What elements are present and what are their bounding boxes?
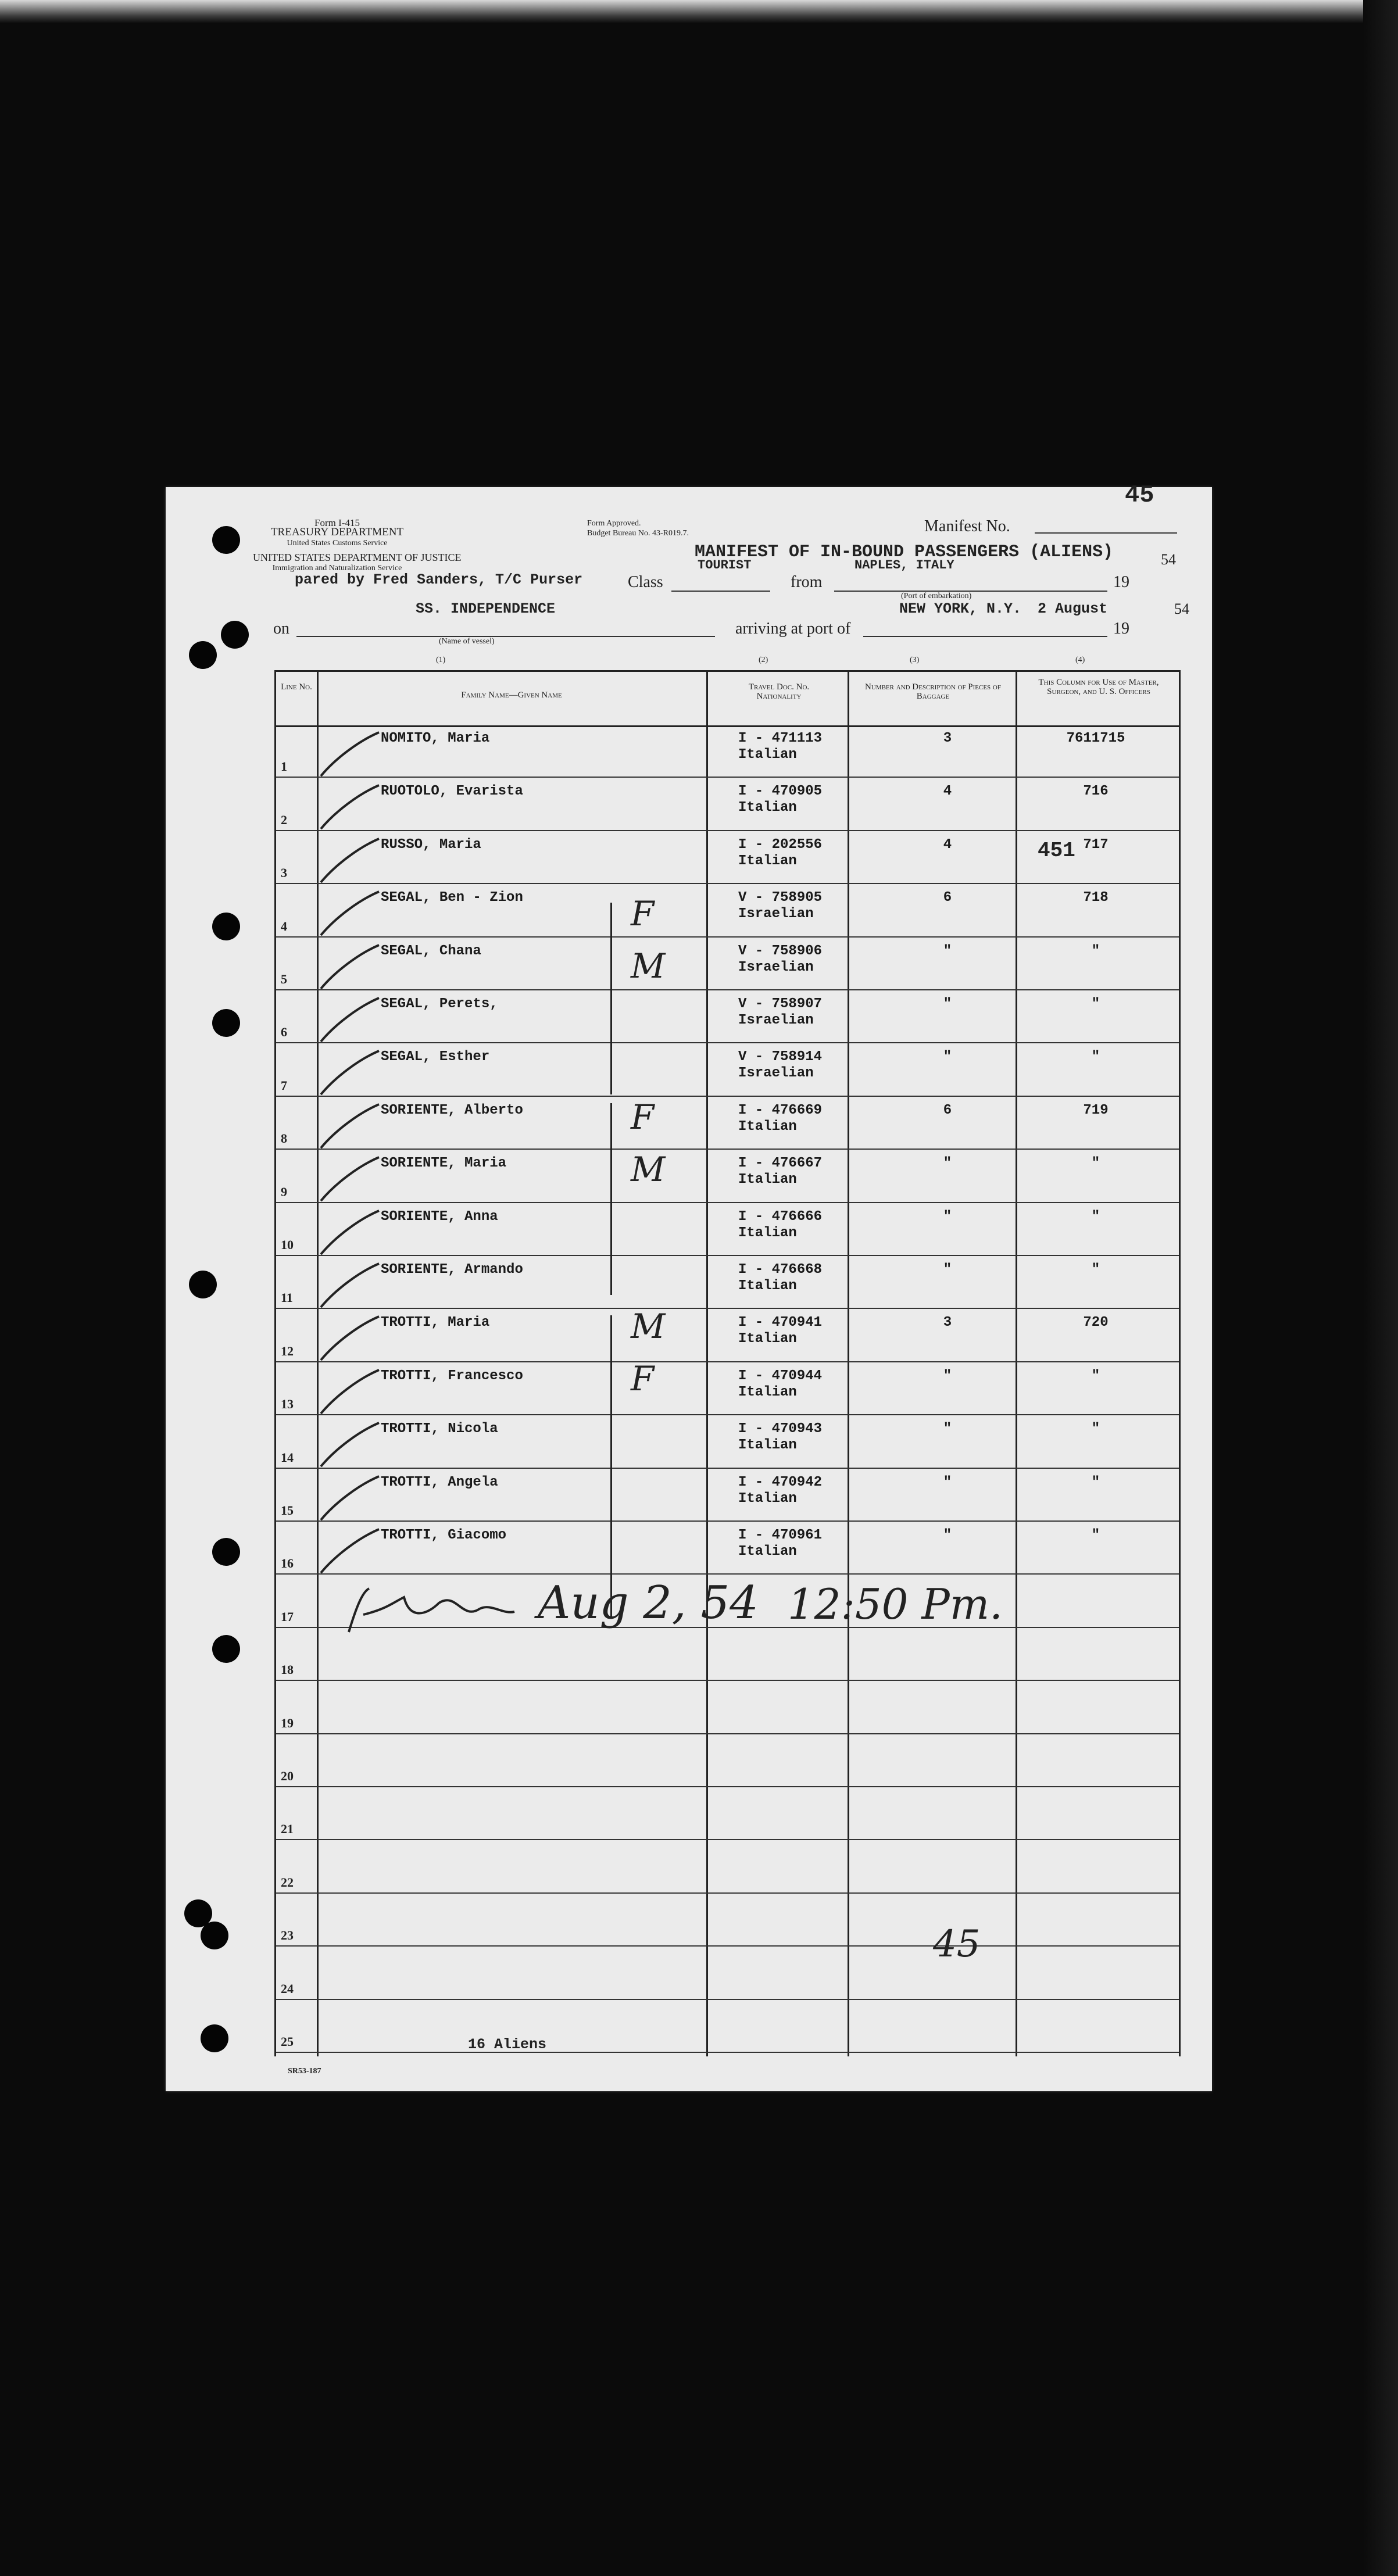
table-header (276, 670, 1179, 727)
table-row (276, 1892, 1179, 1947)
sex-mark: M (631, 1307, 666, 1346)
manifest-title: MANIFEST OF IN-BOUND PASSENGERS (ALIENS) (695, 542, 1114, 562)
table-row (276, 1680, 1179, 1734)
line-number: 8 (281, 1131, 287, 1146)
nationality: Italian (738, 1384, 797, 1400)
travel-doc-number: V - 758906 (738, 943, 823, 959)
year-value-2: 54 (1174, 600, 1189, 617)
table-row (276, 1839, 1179, 1893)
officer-number: 720 (1083, 1315, 1109, 1331)
class-line (671, 591, 770, 592)
table-row (276, 1202, 1179, 1256)
table-row (276, 1999, 1179, 2053)
line-number: 14 (281, 1450, 294, 1465)
officer-number: " (1091, 1262, 1100, 1278)
approved-label: Form Approved. (587, 519, 641, 528)
nationality: Italian (738, 1544, 797, 1559)
line-number: 4 (281, 918, 287, 933)
col-2-number: (2) (759, 656, 768, 664)
punch-hole (212, 1538, 240, 1566)
passenger-name: RUOTOLO, Evarista (381, 783, 523, 800)
officer-number: 7611715 (1066, 731, 1125, 746)
travel-doc (738, 731, 822, 763)
punch-hole (201, 1922, 228, 1949)
table-row (276, 1308, 1179, 1362)
check-tick-icon (318, 1261, 382, 1313)
baggage-count: " (943, 1049, 952, 1065)
check-tick-icon (318, 1101, 382, 1154)
travel-doc-number: I - 476669 (738, 1102, 823, 1118)
baggage-count: " (943, 996, 952, 1012)
passenger-name: TROTTI, Angela (381, 1474, 498, 1490)
nationality: Italian (738, 1437, 797, 1454)
travel-doc (738, 1103, 822, 1135)
officer-number: " (1091, 1208, 1100, 1225)
punch-hole (221, 621, 249, 649)
nationality: Italian (738, 800, 797, 816)
check-tick-icon (318, 1048, 382, 1100)
travel-doc-number: I - 476667 (738, 1155, 823, 1172)
line-number: 24 (281, 1981, 294, 1996)
travel-doc-number: I - 470961 (738, 1527, 823, 1543)
scan-edge-right (1363, 0, 1398, 2576)
check-tick-icon (318, 1314, 382, 1366)
nationality: Israelian (738, 906, 814, 922)
check-tick-icon (318, 1367, 382, 1419)
vessel-name: SS. INDEPENDENCE (416, 600, 556, 617)
line-number: 5 (281, 971, 287, 986)
line-number: 3 (281, 865, 287, 881)
manifest-no-label: Manifest No. (924, 517, 1010, 535)
check-tick-icon (318, 836, 382, 888)
on-label: on (273, 620, 289, 638)
ins-label: Immigration and Naturalization Service (272, 564, 402, 573)
line-number: 10 (281, 1237, 294, 1252)
baggage-count: 4 (943, 783, 952, 800)
justice-label: UNITED STATES DEPARTMENT OF JUSTICE (253, 552, 462, 563)
passenger-name: SORIENTE, Alberto (381, 1102, 523, 1118)
table-row (276, 1468, 1179, 1522)
line-number: 22 (281, 1874, 294, 1890)
line-number: 19 (281, 1715, 294, 1730)
passenger-name: SEGAL, Chana (381, 943, 481, 959)
line-number: 9 (281, 1184, 287, 1199)
col-4-number: (4) (1075, 656, 1085, 664)
line-number: 7 (281, 1078, 287, 1093)
baggage-count: " (943, 1421, 952, 1437)
baggage-count: 3 (943, 731, 952, 746)
nationality: Italian (738, 853, 797, 869)
baggage-count: " (943, 1474, 952, 1490)
col-3-number: (3) (910, 656, 920, 664)
year-value-1: 54 (1161, 551, 1176, 568)
table-row (276, 1520, 1179, 1575)
passenger-name: SEGAL, Perets, (381, 996, 498, 1012)
table-row (276, 1255, 1179, 1309)
line-number: 18 (281, 1662, 294, 1677)
punch-hole (189, 641, 217, 669)
baggage-count: " (943, 1527, 952, 1543)
time-note: 12:50 Pm. (788, 1580, 1003, 1629)
baggage-count: 4 (943, 836, 952, 853)
travel-doc (738, 1421, 822, 1454)
line-number: 11 (281, 1290, 293, 1305)
check-tick-icon (318, 1154, 382, 1207)
baggage-count: " (943, 1368, 952, 1384)
nationality: Israelian (738, 1012, 814, 1028)
passenger-name: SEGAL, Ben - Zion (381, 890, 523, 906)
officer-number: " (1091, 1368, 1100, 1384)
line-number: 25 (281, 2034, 294, 2049)
baggage-count: 6 (943, 890, 952, 906)
check-tick-icon (318, 782, 382, 835)
sex-mark: F (631, 894, 655, 933)
nationality: Italian (738, 1331, 797, 1347)
from-value: NAPLES, ITALY (854, 558, 954, 573)
travel-doc-number: V - 758905 (738, 890, 823, 906)
passenger-name: SORIENTE, Maria (381, 1155, 507, 1172)
officer-number: 716 (1083, 783, 1109, 800)
punch-hole (212, 913, 240, 940)
table-row (276, 989, 1179, 1043)
arriving-port: NEW YORK, N.Y. (899, 600, 1022, 617)
line-number: 12 (281, 1343, 294, 1358)
family-bracket (610, 1103, 612, 1295)
nationality: Italian (738, 1490, 797, 1507)
inspector-signature (340, 1580, 538, 1644)
sex-mark: F (631, 1097, 655, 1137)
travel-doc-number: I - 476666 (738, 1208, 823, 1225)
travel-doc (738, 1155, 822, 1188)
travel-doc (738, 1049, 822, 1082)
line-number: 2 (281, 812, 287, 827)
travel-doc-number: I - 471113 (738, 731, 823, 746)
header-name: Family Name—Given Name (461, 690, 562, 700)
table-row (276, 883, 1179, 937)
check-tick-icon (318, 1208, 382, 1260)
prepared-by: pared by Fred Sanders, T/C Purser (295, 571, 583, 588)
year-label-1: 19 (1113, 573, 1129, 591)
line-number: 17 (281, 1609, 294, 1624)
margin-number: 451 (1038, 839, 1075, 863)
travel-doc-number: I - 470905 (738, 783, 823, 800)
signature-date: Aug 2, 54 (538, 1577, 759, 1629)
passenger-name: SORIENTE, Armando (381, 1262, 523, 1278)
travel-doc (738, 943, 822, 976)
passenger-name: TROTTI, Maria (381, 1315, 490, 1331)
officer-number: " (1091, 1421, 1100, 1437)
header-officers: This Column for Use of Master, Surgeon, and U. S. Officers (1038, 678, 1159, 696)
travel-doc-number: V - 758907 (738, 996, 823, 1012)
header-travel-doc: Travel Doc. No. Nationality (748, 682, 810, 701)
baggage-count: " (943, 1208, 952, 1225)
table-row (276, 1042, 1179, 1096)
officer-number: " (1091, 1155, 1100, 1172)
punch-hole (201, 2024, 228, 2052)
class-label: Class (628, 573, 663, 591)
check-tick-icon (318, 729, 382, 782)
scan-edge-top (0, 0, 1398, 23)
table-row (276, 777, 1179, 831)
table-row (276, 1786, 1179, 1840)
check-tick-icon (318, 995, 382, 1047)
table-row (276, 1945, 1179, 1999)
nationality: Italian (738, 1118, 797, 1135)
travel-doc-number: I - 470943 (738, 1421, 823, 1437)
nationality: Italian (738, 747, 797, 763)
family-bracket (610, 1315, 612, 1618)
baggage-count: 3 (943, 1315, 952, 1331)
officer-number: 718 (1083, 890, 1109, 906)
table-row (276, 1414, 1179, 1468)
vessel-line (296, 636, 715, 637)
class-value: TOURIST (698, 558, 752, 573)
line-number: 13 (281, 1397, 294, 1412)
check-tick-icon (318, 942, 382, 994)
punch-hole (212, 1635, 240, 1663)
travel-doc (738, 783, 822, 816)
travel-doc-number: V - 758914 (738, 1049, 823, 1065)
embarkation-caption: (Port of embarkation) (901, 592, 972, 600)
passenger-name: TROTTI, Nicola (381, 1421, 498, 1437)
check-tick-icon (318, 1526, 382, 1579)
table-row (276, 936, 1179, 990)
sex-mark: F (631, 1359, 655, 1398)
col-1-number: (1) (436, 656, 446, 664)
travel-doc-number: I - 470942 (738, 1474, 823, 1490)
line-number: 15 (281, 1502, 294, 1518)
travel-doc-number: I - 470944 (738, 1368, 823, 1384)
baggage-count: " (943, 1155, 952, 1172)
nationality: Italian (738, 1172, 797, 1188)
sex-mark: M (631, 1150, 666, 1189)
nationality: Israelian (738, 1065, 814, 1082)
total-aliens: 16 Aliens (468, 2036, 547, 2053)
officer-number: " (1091, 1049, 1100, 1065)
from-label: from (791, 573, 823, 591)
line-number: 16 (281, 1556, 294, 1571)
line-number: 20 (281, 1768, 294, 1783)
passenger-name: SORIENTE, Anna (381, 1208, 498, 1225)
travel-doc (738, 890, 822, 922)
arriving-label: arriving at port of (735, 620, 851, 638)
vessel-caption: (Name of vessel) (439, 637, 495, 646)
form-number: Form I-415 (314, 517, 360, 528)
sex-mark: M (631, 946, 666, 986)
nationality: Italian (738, 1225, 797, 1241)
header-baggage: Number and Description of Pieces of Baggage (865, 682, 1001, 701)
punch-hole (212, 1009, 240, 1037)
budget-label: Budget Bureau No. 43-R019.7. (587, 529, 689, 538)
year-label-2: 19 (1113, 620, 1129, 638)
officer-number: " (1091, 1527, 1100, 1543)
customs-label: United States Customs Service (287, 539, 388, 548)
line-number: 21 (281, 1822, 294, 1837)
table-row (276, 724, 1179, 778)
passenger-table (274, 670, 1181, 2056)
punch-hole (189, 1271, 217, 1298)
travel-doc (738, 1315, 822, 1347)
baggage-count: 6 (943, 1102, 952, 1118)
header-line-no: Line No. (281, 682, 312, 692)
family-bracket (610, 903, 612, 1094)
line-number: 6 (281, 1025, 287, 1040)
treasury-label: TREASURY DEPARTMENT (270, 526, 404, 538)
travel-doc (738, 1262, 822, 1294)
line-number: 1 (281, 759, 287, 774)
travel-doc (738, 1527, 822, 1560)
travel-doc (738, 1368, 822, 1401)
travel-doc-number: I - 470941 (738, 1315, 823, 1331)
passenger-name: NOMITO, Maria (381, 731, 490, 746)
officer-number: 719 (1083, 1102, 1109, 1118)
officer-number: " (1091, 1474, 1100, 1490)
form-code: SR53-187 (288, 2067, 321, 2076)
nationality: Israelian (738, 959, 814, 975)
manifest-no-line (1035, 532, 1177, 534)
travel-doc (738, 996, 822, 1029)
officer-number: " (1091, 996, 1100, 1012)
check-tick-icon (318, 1420, 382, 1472)
passenger-name: TROTTI, Giacomo (381, 1527, 507, 1543)
table-row (276, 1733, 1179, 1787)
passenger-name: SEGAL, Esther (381, 1049, 490, 1065)
travel-doc (738, 1475, 822, 1507)
travel-doc-number: I - 476668 (738, 1262, 823, 1278)
table-row (276, 1361, 1179, 1415)
travel-doc-number: I - 202556 (738, 836, 823, 853)
arriving-line (863, 636, 1107, 637)
travel-doc (738, 1209, 822, 1242)
check-tick-icon (318, 1473, 382, 1526)
passenger-name: RUSSO, Maria (381, 836, 481, 853)
nationality: Italian (738, 1278, 797, 1294)
baggage-count: " (943, 1262, 952, 1278)
punch-hole (212, 526, 240, 554)
travel-doc (738, 837, 822, 870)
passenger-name: TROTTI, Francesco (381, 1368, 523, 1384)
officer-number: 717 (1083, 836, 1109, 853)
table-row (276, 1096, 1179, 1150)
officer-number: " (1091, 943, 1100, 959)
baggage-count: " (943, 943, 952, 959)
table-row (276, 1149, 1179, 1203)
line-number: 23 (281, 1928, 294, 1943)
bottom-number: 45 (933, 1923, 981, 1966)
page-number: 45 (1125, 481, 1154, 509)
arrival-date: 2 August (1038, 600, 1108, 617)
check-tick-icon (318, 889, 382, 941)
manifest-page (166, 481, 1212, 2091)
